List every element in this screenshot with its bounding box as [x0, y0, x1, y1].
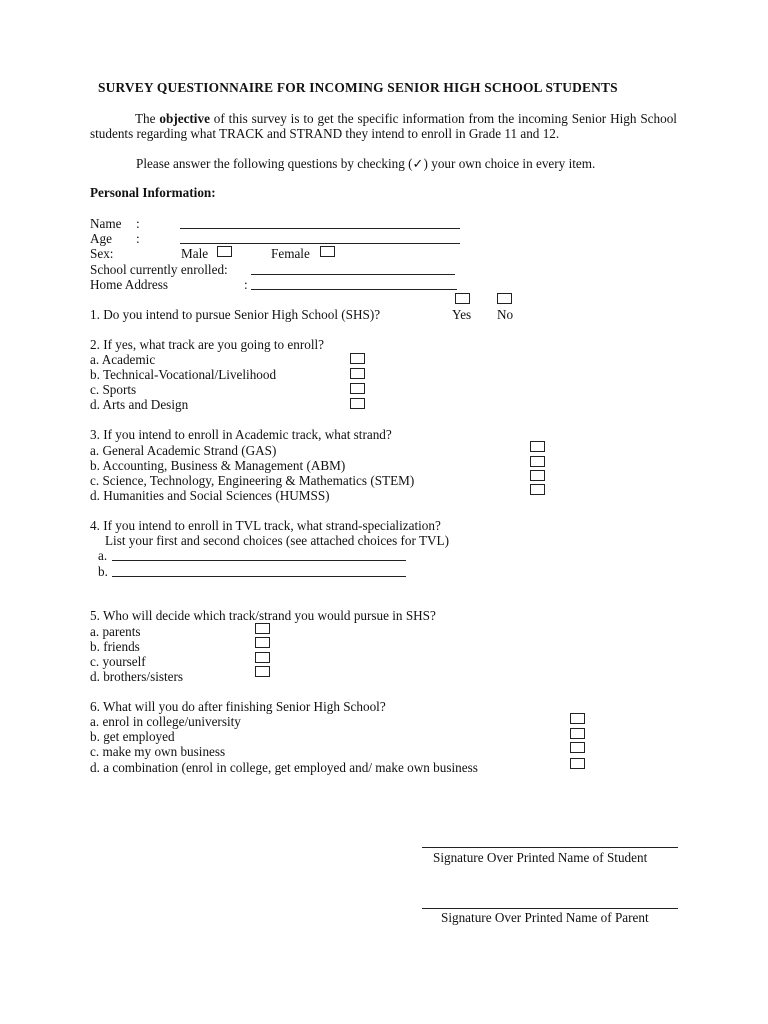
- address-label: Home Address: [90, 277, 169, 292]
- intro-bold: objective: [159, 111, 210, 126]
- sex-label: Sex:: [90, 246, 114, 261]
- q5-checkbox-yourself[interactable]: [255, 652, 270, 663]
- q3-option-stem: c. Science, Technology, Engineering & Mathematics (STEM): [90, 473, 415, 488]
- q2-option-tvl: b. Technical-Vocational/Livelihood: [90, 367, 277, 382]
- personal-info-heading: Personal Information:: [90, 185, 216, 200]
- yes-checkbox[interactable]: [455, 293, 470, 304]
- q5-checkbox-friends[interactable]: [255, 637, 270, 648]
- no-checkbox[interactable]: [497, 293, 512, 304]
- q6-option-combination: d. a combination (enrol in college, get employed and/ make own business: [90, 760, 478, 775]
- q3-checkbox-abm[interactable]: [530, 456, 545, 467]
- q2-checkbox-sports[interactable]: [350, 383, 365, 394]
- intro-pre: The: [135, 111, 160, 126]
- school-field[interactable]: [251, 274, 455, 275]
- age-label: Age: [90, 231, 112, 246]
- q5-option-parents: a. parents: [90, 624, 141, 639]
- address-field[interactable]: [251, 289, 457, 290]
- q6-checkbox-combination[interactable]: [570, 758, 585, 769]
- q2-checkbox-tvl[interactable]: [350, 368, 365, 379]
- student-signature-line[interactable]: [422, 847, 678, 848]
- q5-checkbox-parents[interactable]: [255, 623, 270, 634]
- q3-checkbox-stem[interactable]: [530, 470, 545, 481]
- intro-post: of this survey is to get the specific information from the incoming Senior High School students regarding what TRACK and STRAND they intend to enroll in Grade 11 and 12.: [90, 111, 677, 141]
- age-colon: :: [136, 231, 140, 246]
- q4-choice-a-label: a.: [98, 548, 108, 563]
- q6-checkbox-employed[interactable]: [570, 728, 585, 739]
- name-colon: :: [136, 216, 140, 231]
- q3-option-humss: d. Humanities and Social Sciences (HUMSS): [90, 488, 330, 503]
- q3-checkbox-humss[interactable]: [530, 484, 545, 495]
- document-title: SURVEY QUESTIONNAIRE FOR INCOMING SENIOR HIGH SCHOOL STUDENTS: [98, 80, 618, 95]
- q6-checkbox-business[interactable]: [570, 742, 585, 753]
- male-label: Male: [181, 246, 209, 261]
- q5-checkbox-siblings[interactable]: [255, 666, 270, 677]
- q6-checkbox-college[interactable]: [570, 713, 585, 724]
- female-label: Female: [271, 246, 310, 261]
- q5-option-yourself: c. yourself: [90, 654, 146, 669]
- no-label: No: [497, 307, 514, 322]
- q3-option-gas: a. General Academic Strand (GAS): [90, 443, 277, 458]
- q6-text: 6. What will you do after finishing Senior High School?: [90, 699, 386, 714]
- q2-option-academic: a. Academic: [90, 352, 156, 367]
- q6-option-business: c. make my own business: [90, 744, 226, 759]
- q2-checkbox-academic[interactable]: [350, 353, 365, 364]
- q2-option-arts: d. Arts and Design: [90, 397, 189, 412]
- parent-signature-label: Signature Over Printed Name of Parent: [441, 910, 649, 925]
- school-label: School currently enrolled:: [90, 262, 228, 277]
- name-label: Name: [90, 216, 122, 231]
- q2-checkbox-arts[interactable]: [350, 398, 365, 409]
- intro-paragraph: [90, 111, 677, 141]
- q5-text: 5. Who will decide which track/strand you would pursue in SHS?: [90, 608, 436, 623]
- q4-subtext: List your first and second choices (see attached choices for TVL): [105, 533, 449, 548]
- q2-option-sports: c. Sports: [90, 382, 137, 397]
- q5-option-friends: b. friends: [90, 639, 140, 654]
- parent-signature-line[interactable]: [422, 908, 678, 909]
- name-field[interactable]: [180, 228, 460, 229]
- q4-text: 4. If you intend to enroll in TVL track, what strand-specialization?: [90, 518, 441, 533]
- q6-option-employed: b. get employed: [90, 729, 175, 744]
- instruction-text: Please answer the following questions by checking (✓) your own choice in every item.: [136, 156, 596, 171]
- age-field[interactable]: [180, 243, 460, 244]
- male-checkbox[interactable]: [217, 246, 232, 257]
- q3-checkbox-gas[interactable]: [530, 441, 545, 452]
- address-colon: :: [244, 277, 248, 292]
- q4-choice-a-field[interactable]: [112, 560, 406, 561]
- female-checkbox[interactable]: [320, 246, 335, 257]
- q3-option-abm: b. Accounting, Business & Management (ABM): [90, 458, 346, 473]
- q2-text: 2. If yes, what track are you going to enroll?: [90, 337, 325, 352]
- q1-text: 1. Do you intend to pursue Senior High School (SHS)?: [90, 307, 381, 322]
- q5-option-siblings: d. brothers/sisters: [90, 669, 184, 684]
- q6-option-college: a. enrol in college/university: [90, 714, 241, 729]
- student-signature-label: Signature Over Printed Name of Student: [433, 850, 648, 865]
- yes-label: Yes: [452, 307, 472, 322]
- q4-choice-b-label: b.: [98, 564, 108, 579]
- q3-text: 3. If you intend to enroll in Academic track, what strand?: [90, 427, 392, 442]
- q4-choice-b-field[interactable]: [112, 576, 406, 577]
